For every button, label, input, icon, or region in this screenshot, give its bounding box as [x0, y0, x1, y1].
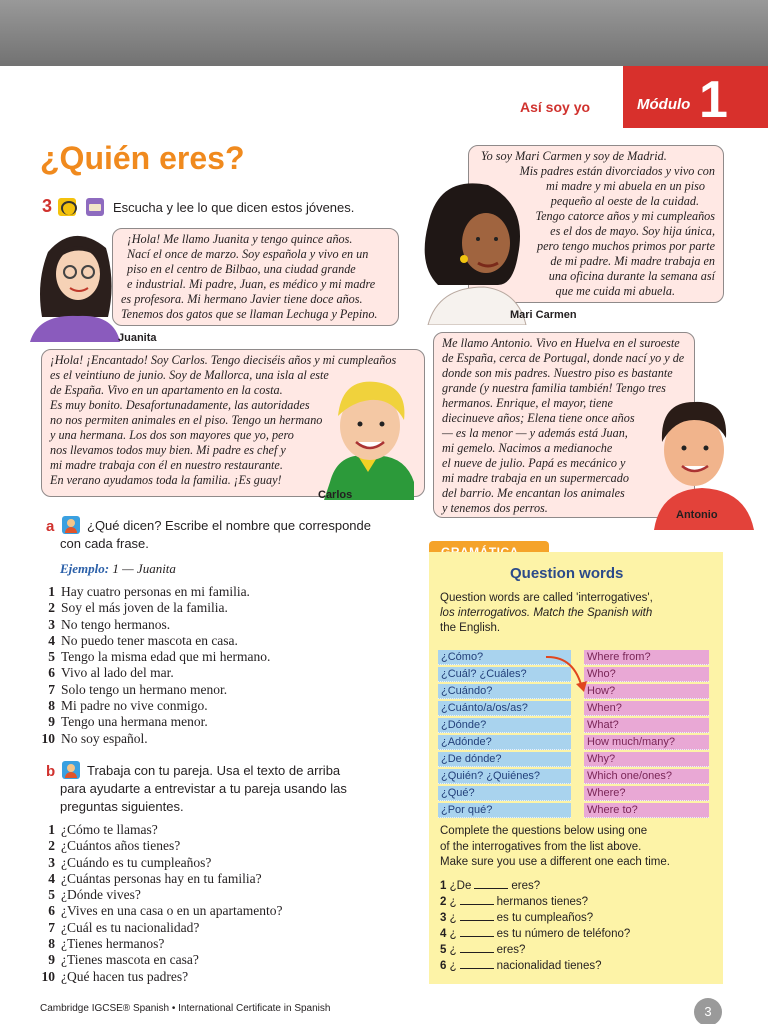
bubble-line: no nos permiten animales en el piso. Tengo un hermano: [50, 413, 323, 427]
answer-blank[interactable]: [460, 943, 494, 953]
complete-line: Complete the questions below using one: [440, 825, 648, 837]
bubble-line: e industrial. Mi padre, Juan, es médico y mi madre: [127, 277, 376, 291]
bubble-line: Mis padres están divorciados y vivo con: [519, 164, 715, 178]
bubble-line: el nueve de julio. Papá es mecánico y: [442, 456, 626, 470]
grammar-title: Question words: [510, 565, 624, 582]
english-word[interactable]: What?: [584, 718, 709, 733]
fill-question: 3 ¿ es tu cumpleaños?: [440, 912, 594, 924]
instruction-line: para ayudarte a entrevistar a tu pareja usando las: [60, 781, 347, 796]
english-word[interactable]: How much/many?: [584, 735, 709, 750]
list-item: 5 ¿Dónde vives?: [48, 887, 141, 903]
spanish-word[interactable]: ¿Por qué?: [438, 803, 571, 818]
bubble-line: de España, cerca de Portugal, donde nací yo y de: [442, 351, 685, 365]
part-b-letter: b: [46, 763, 56, 780]
unit-label: Así soy yo: [520, 99, 591, 115]
writing-icon: [62, 516, 80, 534]
part-b-list: [38, 822, 282, 985]
english-word[interactable]: Where to?: [584, 803, 709, 818]
bubble-line: mi madre trabaja con él en nuestro restaurante.: [50, 458, 283, 472]
bubble-line: hermanos. Enrique, el mayor, tiene: [442, 396, 613, 410]
list-item: 1 ¿Cómo te llamas?: [48, 822, 158, 837]
juanita-bubble: [112, 228, 399, 326]
bubble-line: de España. Vivo en un apartamento en la costa.: [50, 383, 283, 397]
complete-instruction: [440, 824, 670, 871]
bubble-line: pequeño al oeste de la cuidad.: [550, 194, 699, 208]
bubble-line: Tengo catorce años y mi cumpleaños: [535, 209, 715, 223]
list-item: 4 ¿Cuántas personas hay en tu familia?: [48, 870, 262, 886]
bubble-line: es profesora. Mi hermano Javier tiene doce años.: [121, 292, 363, 306]
list-item: 6 Vivo al lado del mar.: [48, 665, 174, 681]
instruction-line: Trabaja con tu pareja. Usa el texto de arriba: [87, 763, 341, 778]
bubble-line: y una hermana. Los dos son mayores que yo, pero: [50, 428, 294, 442]
page-title: ¿Quién eres?: [40, 140, 245, 176]
book-icon: [86, 198, 104, 216]
intro-line: the English.: [440, 622, 501, 634]
english-word[interactable]: Why?: [584, 752, 709, 767]
example: [60, 561, 176, 577]
english-word[interactable]: Where from?: [584, 650, 709, 665]
spanish-word[interactable]: ¿Cuánto/a/os/as?: [438, 701, 571, 716]
list-item: 5 Tengo la misma edad que mi hermano.: [48, 649, 271, 665]
english-word[interactable]: When?: [584, 701, 709, 716]
list-item: 3 No tengo hermanos.: [48, 616, 171, 632]
juanita-avatar: [28, 222, 120, 342]
carlos-name: Carlos: [318, 489, 353, 501]
spanish-word[interactable]: ¿Dónde?: [438, 718, 571, 733]
complete-line: of the interrogatives from the list above.: [440, 840, 642, 853]
antonio-name: Antonio: [676, 509, 718, 521]
bubble-line: mi gemelo. Nacimos a medianoche: [442, 441, 613, 455]
list-item: 1 Hay cuatro personas en mi familia.: [48, 584, 250, 599]
fill-question: 4 ¿ es tu número de teléfono?: [440, 928, 631, 940]
module-label: Módulo: [637, 96, 691, 113]
example-text: 1 — Juanita: [112, 561, 176, 576]
answer-blank[interactable]: [460, 927, 494, 937]
list-item: 4 No puedo tener mascota en casa.: [48, 632, 238, 648]
fill-question: 6 ¿ nacionalidad tienes?: [440, 960, 602, 972]
example-label: Ejemplo:: [60, 561, 110, 576]
bubble-line: diecinueve años; Elena tiene once años: [442, 411, 635, 425]
bubble-line: Tenemos dos gatos que se llaman Lechuga y Pepino.: [121, 307, 378, 321]
module-number: 1: [699, 71, 728, 129]
instruction-line: con cada frase.: [60, 536, 149, 551]
english-word[interactable]: Who?: [584, 667, 709, 682]
spanish-word[interactable]: ¿Adónde?: [438, 735, 571, 750]
bubble-line: pero tengo muchos primos por parte: [537, 239, 715, 253]
answer-blank[interactable]: [460, 959, 494, 969]
bubble-line: Es muy bonito. Desafortunadamente, las autoridades: [50, 398, 310, 412]
headphones-icon: [58, 198, 76, 216]
pair-work-icon: [62, 761, 80, 779]
answer-blank[interactable]: [460, 911, 494, 921]
list-item: 8 ¿Tienes hermanos?: [48, 936, 165, 952]
footer-text: Cambridge IGCSE® Spanish • International Certificate in Spanish: [40, 1003, 331, 1014]
bubble-line: nos llevamos todos muy bien. Mi padre es chef y: [50, 443, 286, 457]
bubble-line: grande (y nuestra familia también! Tengo tres: [442, 381, 666, 395]
instruction-line: preguntas siguientes.: [60, 799, 184, 814]
bubble-line: Nací el once de marzo. Soy española y vivo en un: [127, 247, 369, 261]
spanish-word[interactable]: ¿Qué?: [438, 786, 571, 801]
bubble-line: una oficina durante la semana así: [548, 269, 715, 283]
answer-blank[interactable]: [474, 879, 508, 889]
english-word[interactable]: How?: [584, 684, 709, 699]
bubble-line: Me llamo Antonio. Vivo en Huelva en el suroeste: [442, 336, 680, 350]
page-number: 3: [694, 998, 722, 1024]
bubble-line: En verano ayudamos toda la familia. ¡Es guay!: [50, 473, 282, 487]
juanita-name: Juanita: [118, 332, 157, 344]
bubble-line: piso en el centro de Bilbao, una ciudad grande: [127, 262, 356, 276]
fill-question: 1 ¿De eres?: [440, 880, 541, 892]
bubble-line: ¡Hola! Me llamo Juanita y tengo quince años.: [127, 232, 353, 246]
bubble-line: es el dos de mayo. Soy hija única,: [550, 224, 715, 238]
exercise-number: 3: [42, 196, 53, 216]
list-item: 6 ¿Vives en una casa o en un apartamento?: [48, 903, 283, 919]
bubble-line: mi madre y mi abuela en un piso: [546, 179, 705, 193]
list-item: 7 Solo tengo un hermano menor.: [48, 681, 228, 697]
module-tab: [623, 66, 768, 128]
intro-line: los interrogativos. Match the Spanish with: [440, 607, 653, 619]
bubble-line: de mi padre. Mi madre trabaja en: [550, 254, 715, 268]
top-scan-bar: [0, 0, 768, 66]
carlos-avatar: [312, 372, 424, 500]
bubble-line: del barrio. Me encantan los animales: [442, 486, 625, 500]
bubble-line: es el veintiuno de junio. Soy de Mallorca, una isla al este: [50, 368, 329, 382]
bubble-line: mi madre trabaja en un supermercado: [442, 471, 629, 485]
list-item: 10 ¿Qué hacen tus padres?: [41, 968, 189, 984]
spanish-word[interactable]: ¿De dónde?: [438, 752, 571, 767]
fill-question: 5 ¿ eres?: [440, 944, 526, 956]
grammar-intro: [440, 591, 653, 636]
list-item: 7 ¿Cuál es tu nacionalidad?: [48, 919, 200, 935]
part-a-list: [38, 584, 270, 747]
bubble-line: donde son mis padres. Nuestro piso es bastante: [442, 366, 673, 380]
spanish-word[interactable]: ¿Quién? ¿Quiénes?: [438, 769, 571, 784]
bubble-line: Yo soy Mari Carmen y soy de Madrid.: [481, 149, 667, 163]
part-a-instruction: [87, 518, 371, 534]
list-item: 2 Soy el más joven de la familia.: [48, 600, 228, 616]
instruction-line: ¿Qué dicen? Escribe el nombre que corresponde: [87, 518, 371, 533]
match-arrow: [544, 654, 590, 696]
list-item: 9 Tengo una hermana menor.: [48, 714, 208, 730]
exercise-instruction: Escucha y lee lo que dicen estos jóvenes.: [113, 200, 355, 215]
list-item: 3 ¿Cuándo es tu cumpleaños?: [48, 854, 212, 870]
part-a-letter: a: [46, 518, 55, 535]
spanish-word[interactable]: ¿Cómo?: [438, 650, 571, 665]
english-word[interactable]: Which one/ones?: [584, 769, 709, 784]
bubble-line: ¡Hola! ¡Encantado! Soy Carlos. Tengo dieciséis años y mi cumpleaños: [50, 353, 397, 367]
bubble-line: — es la menor — y además está Juan,: [442, 426, 628, 440]
spanish-word[interactable]: ¿Cuándo?: [438, 684, 571, 699]
english-word[interactable]: Where?: [584, 786, 709, 801]
intro-line: Question words are called 'interrogatives',: [440, 592, 653, 604]
bubble-line: y tenemos dos perros.: [442, 501, 548, 515]
answer-blank[interactable]: [460, 895, 494, 905]
bubble-line: que me cuida mi abuela.: [555, 284, 675, 298]
list-item: 2 ¿Cuántos años tienes?: [48, 838, 181, 854]
complete-line: Make sure you use a different one each time.: [440, 856, 670, 868]
fill-question: 2 ¿ hermanos tienes?: [440, 896, 589, 908]
list-item: 10 No soy español.: [41, 730, 148, 746]
mari-carmen-avatar: [418, 175, 528, 325]
list-item: 9 ¿Tienes mascota en casa?: [48, 952, 199, 968]
spanish-word[interactable]: ¿Cuál? ¿Cuáles?: [438, 667, 571, 682]
mari-carmen-name: Mari Carmen: [510, 309, 577, 321]
list-item: 8 Mi padre no vive conmigo.: [48, 698, 208, 714]
